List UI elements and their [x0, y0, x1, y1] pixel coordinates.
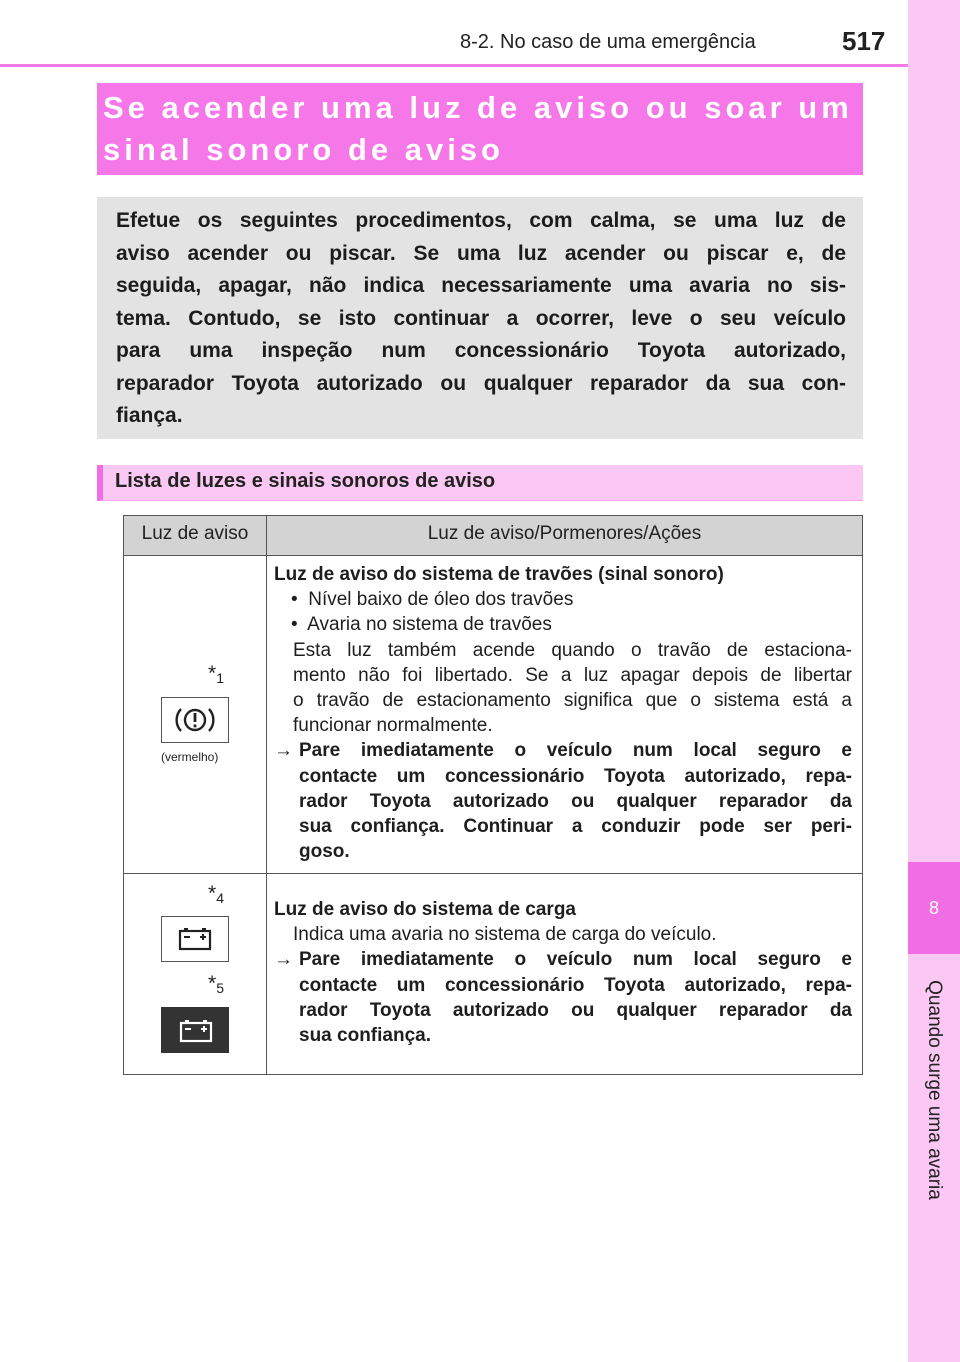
- intro-line: aviso acender ou piscar. Se uma luz acender ou piscar e, de: [116, 241, 846, 265]
- charging-warning-light: [161, 916, 229, 962]
- row-divider: [124, 873, 862, 874]
- table-header-details: Luz de aviso/Pormenores/Ações: [267, 516, 862, 556]
- footnote-mark: $*_1$: [208, 662, 224, 686]
- table-header-light: Luz de aviso: [124, 516, 266, 556]
- intro-text: [116, 205, 846, 433]
- chapter-title: Quando surge uma avaria: [924, 980, 945, 1200]
- intro-line: reparador Toyota autorizado ou qualquer reparador da sua con-: [116, 371, 846, 395]
- brake-warning-light: [161, 697, 229, 743]
- page-title-box: [97, 83, 863, 175]
- intro-line: tema. Contudo, se isto continuar a ocorrer, leve o seu veículo: [116, 306, 846, 330]
- charging-warning-details: [274, 897, 852, 1048]
- intro-line: Efetue os seguintes procedimentos, com calma, se uma luz de: [116, 209, 846, 232]
- battery-icon: [162, 917, 228, 961]
- arrow-icon: →: [274, 949, 293, 971]
- column-divider: [266, 516, 267, 1074]
- header-divider: [0, 64, 908, 67]
- row-description: Indica uma avaria no sistema de carga do veículo.: [293, 924, 717, 946]
- intro-line: fiança.: [116, 404, 183, 427]
- brake-warning-icon: [162, 698, 228, 742]
- action-instruction: → Pare imediatamente o veículo num local seguro e contacte um concessionário Toyota autorizado, repa- rador Toyota autorizado ou qualquer reparador da sua confiança. Continuar a conduzir pode ser peri- goso.: [274, 738, 852, 864]
- page-number: 517: [842, 26, 886, 56]
- intro-line: seguida, apagar, não indica necessariamente uma avaria no sis-: [116, 274, 846, 297]
- icon-caption: (vermelho): [161, 750, 219, 764]
- page-title: Se acender uma luz de aviso ou soar um sinal sonoro de aviso: [103, 90, 853, 167]
- list-item: • Nível baixo de óleo dos travões: [291, 589, 574, 611]
- chapter-number-tab[interactable]: 8: [908, 862, 960, 954]
- intro-box: [97, 197, 863, 439]
- footnote-mark: $*_4$: [208, 882, 224, 906]
- brake-warning-details: [274, 562, 852, 864]
- warning-lights-table: [123, 515, 863, 1075]
- row-description: Esta luz também acende quando o travão de estaciona- mento não foi libertado. Se a luz apagar depois de libertar o travão de estacionamento significa que o sistema está a funcionar normalmente.: [293, 639, 852, 737]
- list-item: • Avaria no sistema de travões: [291, 614, 552, 636]
- subsection-title: Lista de luzes e sinais sonoros de aviso: [115, 470, 496, 492]
- footnote-mark: $*_5$: [208, 972, 224, 996]
- arrow-icon: →: [274, 740, 293, 762]
- intro-line: para uma inspeção num concessionário Toyota autorizado,: [116, 339, 846, 362]
- section-title: 8-2. No caso de uma emergência: [460, 31, 756, 53]
- charging-warning-light-dark: [161, 1007, 229, 1053]
- battery-icon: [162, 1008, 230, 1054]
- row-title: Luz de aviso do sistema de carga: [274, 899, 576, 920]
- row-title: Luz de aviso do sistema de travões (sinal sonoro): [274, 564, 724, 585]
- action-instruction: → Pare imediatamente o veículo num local seguro e contacte um concessionário Toyota autorizado, repa- rador Toyota autorizado ou qualquer reparador da sua confiança.: [274, 947, 852, 1048]
- subsection-header: [97, 465, 863, 501]
